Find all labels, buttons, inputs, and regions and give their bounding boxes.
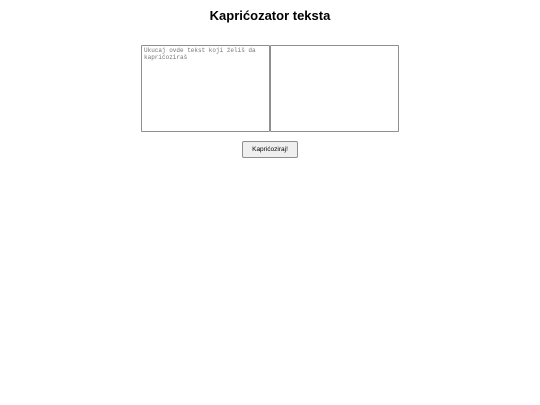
- kapricoziraj-button[interactable]: Kaprićoziraj!: [242, 141, 298, 158]
- source-text-input[interactable]: [141, 45, 270, 132]
- result-text-output[interactable]: [270, 45, 399, 132]
- page-title: Kaprićozator teksta: [209, 8, 331, 23]
- text-areas-container: [141, 45, 399, 132]
